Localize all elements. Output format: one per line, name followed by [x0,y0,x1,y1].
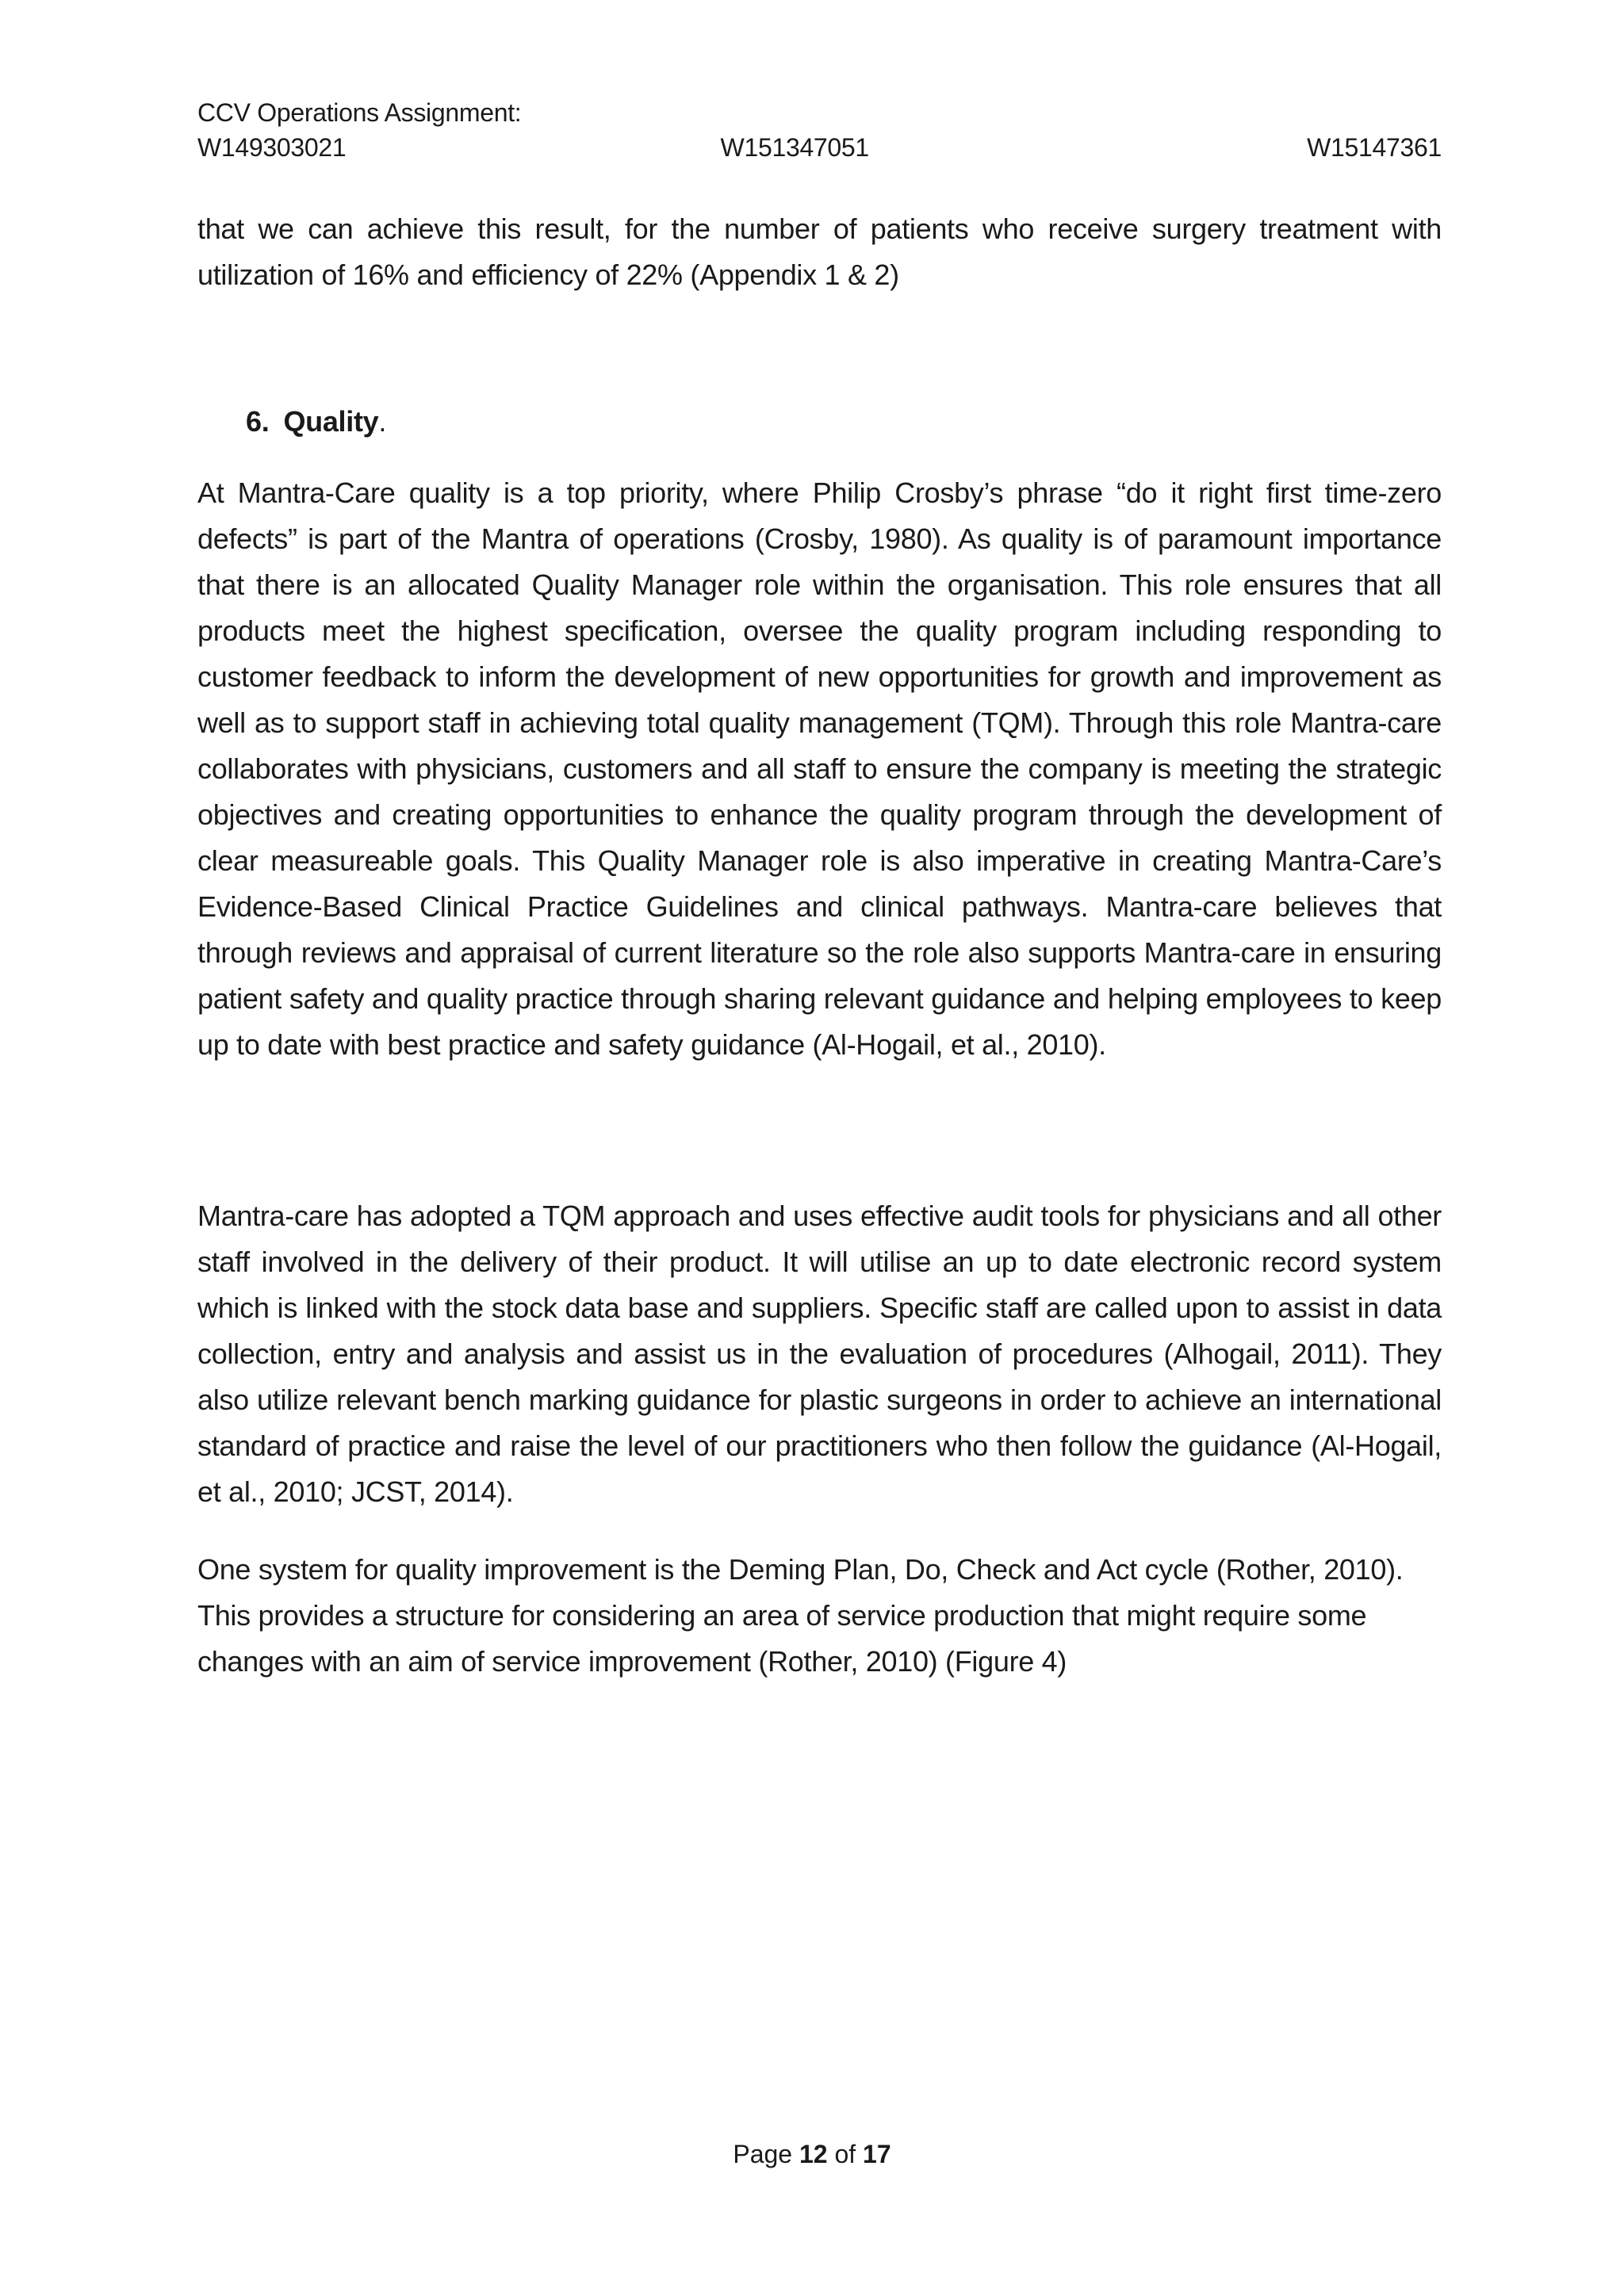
header-id-left: W149303021 [197,133,347,162]
section-title: Quality [283,405,379,438]
section-title-suffix: . [378,405,387,438]
header-id-right: W15147361 [1307,133,1442,162]
body-paragraph-1-text: At Mantra-Care quality is a top priority, where Philip Crosby’s phrase “do it right first time-zero defects” is part of the Mantra of operations (Crosby, 1980). As quality is of paramount importance that there is an allocated Quality Manager role within the organisation. This role ensures that all products meet the highest specification, oversee the quality program including responding to customer feedback to inform the development of new opportunities for growth and improvement as well as to support staff in achieving total quality management (TQM). Through this role Mantra-care collaborates with physicians, customers and all staff to ensure the company is meeting the strategic objectives and creating opportunities to enhance the quality program through the development of clear measureable goals. This Quality Manager role is also imperative in creating Mantra-Care’s Evidence-Based Clinical Practice Guidelines and clinical pathways. Mantra-care believes that through reviews and appraisal of current literature so the role also supports Mantra-care in ensuring patient safety and quality practice through sharing relevant guidance and helping employees to keep up to date with best practice and safety guidance (Al-Hogail, et al., 2010). [197,476,1442,1061]
intro-paragraph [197,206,1442,298]
header-title: CCV Operations Assignment: [197,98,522,127]
section-heading [246,399,386,445]
header-id-middle: W151347051 [720,133,869,162]
page-header [197,95,1442,165]
header-student-ids [197,130,1442,165]
footer-total-pages: 17 [863,2140,891,2168]
body-paragraph-3-text: One system for quality improvement is the Deming Plan, Do, Check and Act cycle (Rother, 2010). This provides a structure for considering an area of service production that might require some changes with an aim of service improvement (Rother, 2010) (Figure 4) [197,1553,1404,1678]
page-footer [0,2137,1624,2172]
footer-page-prefix: Page [733,2140,793,2168]
intro-paragraph-text: that we can achieve this result, for the number of patients who receive surgery treatment with utilization of 16% and efficiency of 22% (Appendix 1 & 2) [197,212,1442,291]
section-number: 6. [246,405,270,438]
body-paragraph-2 [197,1193,1442,1515]
body-paragraph-3 [197,1547,1442,1685]
footer-separator: of [834,2140,856,2168]
body-paragraph-2-text: Mantra-care has adopted a TQM approach and uses effective audit tools for physicians and all other staff involved in the delivery of their product. It will utilise an up to date electronic record system which is linked with the stock data base and suppliers. Specific staff are called upon to assist in data collection, entry and analysis and assist us in the evaluation of procedures (Alhogail, 2011). They also utilize relevant bench marking guidance for plastic surgeons in order to achieve an international standard of practice and raise the level of our practitioners who then follow the guidance (Al-Hogail, et al., 2010; JCST, 2014). [197,1200,1442,1508]
footer-current-page: 12 [799,2140,828,2168]
body-paragraph-1 [197,470,1442,1068]
